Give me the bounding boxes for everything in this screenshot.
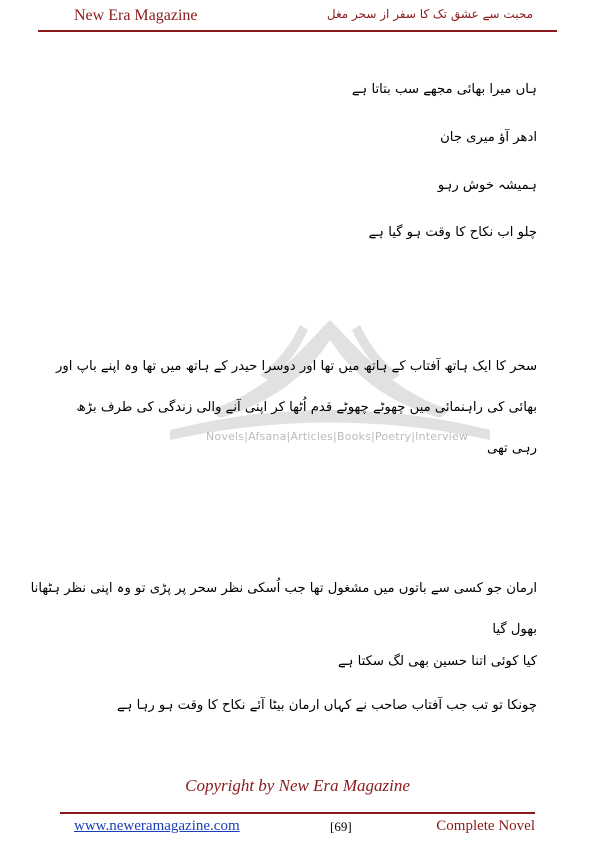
text-line: چلو اب نکاح کا وقت ہو گیا ہے — [368, 225, 537, 240]
text-line: بھائی کی راہنمائی میں چھوٹے چھوٹے قدم اُٹھا کر اپنی آنے والی زندگی کی طرف بڑھ — [76, 400, 537, 415]
paragraph — [352, 82, 537, 98]
paragraph — [117, 698, 537, 714]
text-line: چونکا تو تب جب آفتاب صاحب نے کہاں ارمان بیٹا آئے نکاح کا وقت ہو رہا ہے — [116, 698, 537, 713]
text-line: ارمان جو کسی سے باتوں میں مشغول تھا جب اُسکی نظر سحر پر پڑی تو وہ اپنی نظر ہٹھانا — [30, 581, 537, 596]
watermark-tagline: Novels|Afsana|Articles|Books|Poetry|Interview — [206, 430, 469, 443]
text-line: ہمیشہ خوش رہو — [437, 178, 537, 193]
text-line: ادھر آؤ میری جان — [440, 130, 537, 145]
footer-label: Complete Novel — [436, 818, 535, 834]
paragraph — [438, 178, 537, 194]
novel-title: محبت سے عشق تک کا سفر از سحر مغل — [326, 7, 533, 21]
paragraph — [31, 568, 537, 650]
website-link[interactable]: www.neweramagazine.com — [74, 818, 240, 834]
text-line: رہی تھی — [486, 441, 537, 456]
magazine-name: New Era Magazine — [74, 7, 198, 24]
text-line: بھول گیا — [492, 622, 537, 637]
paragraph — [338, 654, 537, 670]
page-header — [38, 4, 557, 32]
paragraph — [440, 130, 537, 146]
copyright-notice: Copyright by New Era Magazine — [185, 776, 410, 795]
paragraph — [56, 346, 537, 469]
text-line: ہاں میرا بھائی مجھے سب بتاتا ہے — [351, 82, 537, 97]
page-footer — [60, 812, 535, 840]
paragraph — [369, 225, 537, 241]
page-number: [69] — [330, 819, 352, 834]
text-line: سحر کا ایک ہاتھ آفتاب کے ہاتھ میں تھا اور دوسرا حیدر کے ہاتھ میں تھا وہ اپنے باپ اور — [56, 359, 537, 374]
text-line: کیا کوئی اتنا حسین بھی لگ سکتا ہے — [338, 654, 537, 669]
